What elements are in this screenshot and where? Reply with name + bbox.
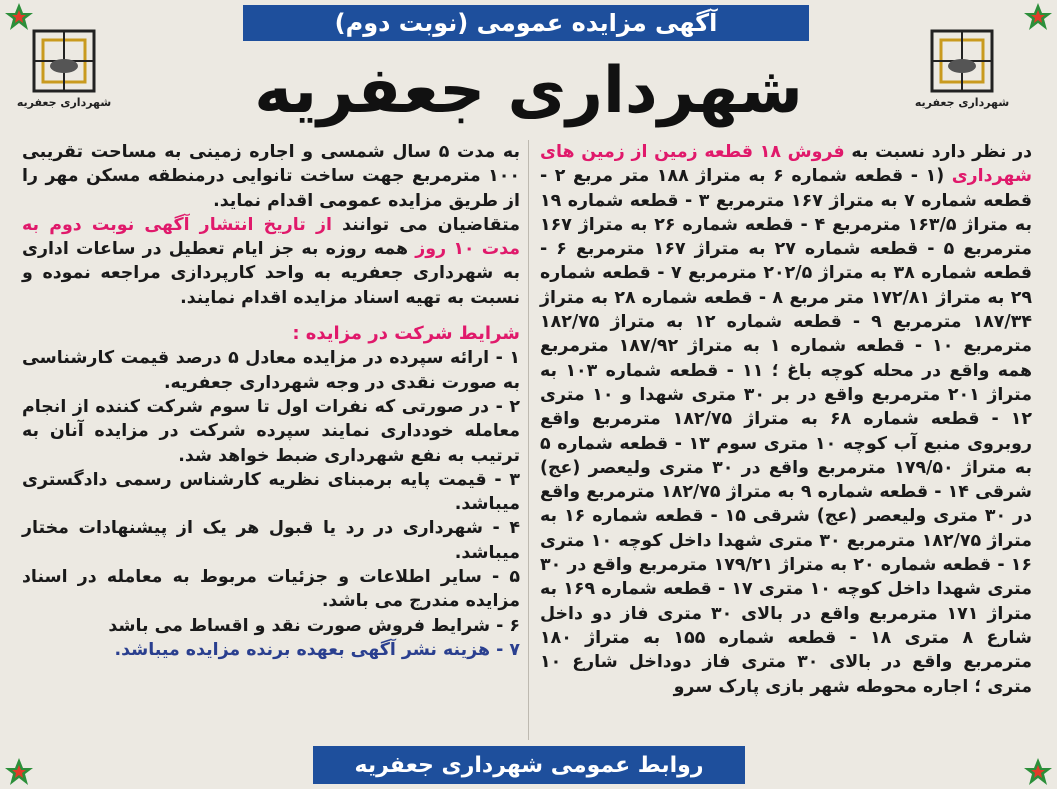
star-icon (4, 757, 34, 787)
star-icon (1023, 2, 1053, 32)
column-divider (528, 140, 529, 740)
intro-highlight: فروش ۱۸ قطعه زمین از زمین های شهرداری (540, 142, 1032, 187)
right-column (540, 140, 1032, 699)
sale-paragraph (540, 140, 1032, 699)
condition-item: ۷ - هزینه نشر آگهی بعهده برنده مزایده میباشد. (114, 639, 520, 660)
applicants-paragraph (22, 213, 520, 310)
logo-caption: شهرداری جعفریه (16, 96, 112, 109)
municipality-logo-right (914, 28, 1010, 116)
municipality-emblem-icon (31, 28, 97, 94)
banner-title: آگهی مزایده عمومی (نوبت دوم) (334, 9, 718, 37)
star-icon (1023, 757, 1053, 787)
lease-paragraph: به مدت ۵ سال شمسی و اجاره زمینی به مساحت تقریبی ۱۰۰ مترمربع جهت ساخت تانوایی درمنطقه مسکن مهر را از طریق مزایده عمومی اقدام نماید. (22, 142, 520, 211)
logo-caption: شهرداری جعفریه (914, 96, 1010, 109)
footer-banner (313, 746, 745, 784)
left-column (22, 140, 520, 662)
intro-prefix: در نظر دارد نسبت به (851, 142, 1033, 162)
applicants-highlight: از تاریخ انتشار آگهی نوبت دوم به مدت ۱۰ روز (22, 214, 521, 260)
applicants-suffix: همه روزه به جز ایام تعطیل در ساعات اداری به شهرداری جعفریه به واحد کارپردازی مراجعه نموده و نسبت به تهیه اسناد مزایده اقدام نمایند. (22, 239, 520, 308)
applicants-prefix: متقاضیان می توانند (342, 214, 520, 235)
conditions-heading: شرایط شرکت در مزایده : (292, 323, 520, 345)
condition-item: ۲ - در صورتی که نفرات اول تا سوم شرکت کننده از انجام معامله خودداری نمایند سپرده شرکت در مزایده آنان به ترتیب به نفع شهرداری ضبط خواهد شد. (22, 396, 520, 466)
municipality-logo-left (16, 28, 112, 116)
condition-item: ۱ - ارائه سپرده در مزایده معادل ۵ درصد قیمت کارشناسی به صورت نقدی در وجه شهرداری جعفریه. (22, 348, 520, 393)
page-title: شهرداری جعفریه (254, 54, 803, 128)
top-banner (243, 5, 809, 41)
condition-item: ۳ - قیمت پایه برمبنای نظریه کارشناس رسمی دادگستری میباشد. (22, 469, 520, 515)
condition-item: ۵ - سایر اطلاعات و جزئیات مربوط به معامله در اسناد مزایده مندرج می باشد. (22, 567, 520, 612)
footer-text: روابط عمومی شهرداری جعفریه (354, 752, 704, 778)
condition-item: ۶ - شرایط فروش صورت نقد و اقساط می باشد (108, 615, 520, 636)
municipality-emblem-icon (929, 28, 995, 94)
condition-item: ۴ - شهرداری در رد یا قبول هر یک از پیشنهادات مختار میباشد. (22, 518, 520, 563)
parcel-list: (۱ - قطعه شماره ۶ به متراژ ۱۸۸ متر مربع ۲ - قطعه شماره ۷ به متراژ ۱۶۷ مترمربع ۳ - قطعه شماره ۱۹ به متراژ ۱۶۳/۵ مترمربع ۴ - قطعه شماره ۲۶ به متراژ ۱۶۷ مترمربع ۵ - قطعه شماره ۲۷ به متراژ ۱۶۷ مترمربع ۶ - قطعه شماره ۳۸ به متراژ ۲۰۲/۵ مترمربع ۷ - قطعه شماره ۲۹ به متراژ ۱۷۲/۸۱ متر مربع ۸ - قطعه شماره ۲۸ به متراژ ۱۸۷/۳۴ مترمربع ۹ - قطعه شماره ۱۲ به متراژ ۱۸۲/۷۵ مترمربع ۱۰ - قطعه شماره ۱ به متراژ ۱۸۷/۹۲ مترمربع همه واقع در محله کوچه باغ ؛ ۱۱ - قطعه شماره ۱۰۳ به متراژ ۲۰۱ مترمربع واقع در بر ۳۰ متری شهدا و ۱۰ متری ۱۲ - قطعه شماره ۶۸ به متراژ ۱۸۲/۷۵ مترمربع واقع روبروی منبع آب کوچه ۱۰ متری سوم ۱۳ - قطعه شماره ۵ به متراژ ۱۷۹/۵۰ مترمربع واقع در ۳۰ متری ولیعصر (عج) شرقی ۱۴ - قطعه شماره ۹ به متراژ ۱۸۲/۷۵ مترمربع واقع در ۳۰ متری ولیعصر (عج) شرقی ۱۵ - قطعه شماره ۱۶ به متراژ ۱۸۲/۷۵ مترمربع ۳۰ متری شهدا داخل کوچه ۱۰ متری ۱۶ - قطعه شماره ۲۰ به متراژ ۱۷۹/۲۱ مترمربع واقع در ۳۰ متری شهدا داخل کوچه ۱۰ متری ۱۷ - قطعه شماره ۱۶۹ به متراژ ۱۷۱ مترمربع واقع در بالای ۳۰ متری فاز دو داخل شارع ۸ متری ۱۸ - قطعه شماره ۱۵۵ به متراژ ۱۸۰ مترمربع واقع در بالای ۳۰ متری فاز دوداخل شارع ۱۰ متری ؛ اجاره محوطه شهر بازی پارک سرو (540, 166, 1033, 697)
